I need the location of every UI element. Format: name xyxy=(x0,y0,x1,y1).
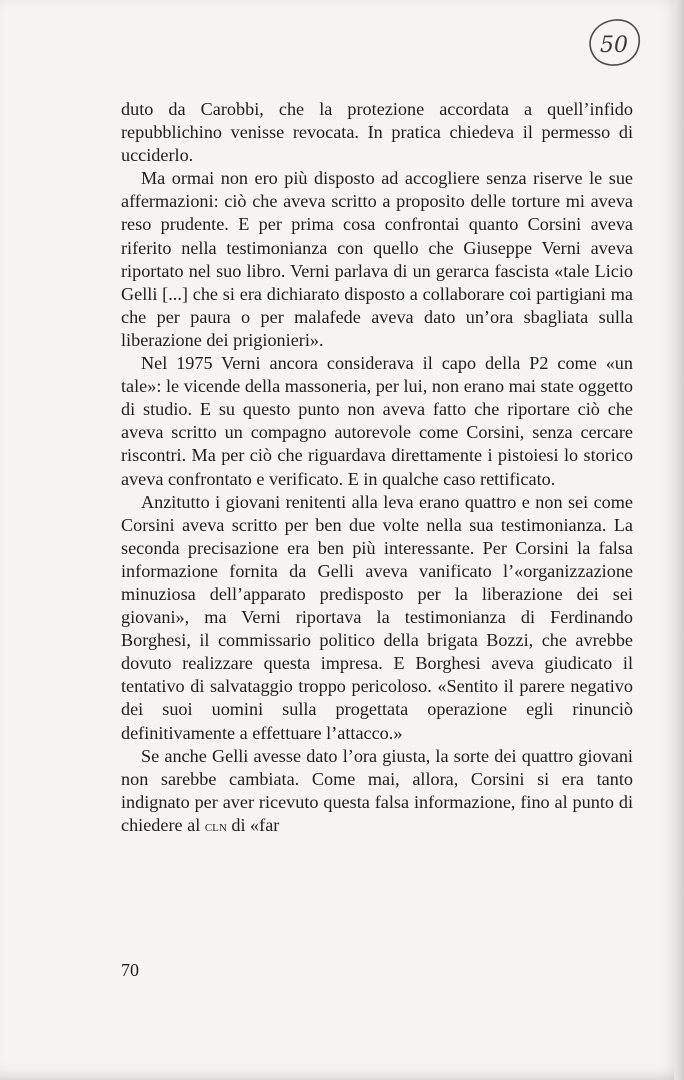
paragraph-2: Ma ormai non ero più disposto ad accogliere senza riserve le sue affermazioni: ciò che aveva scritto a proposito delle torture mi aveva reso prudente. E per prima cosa confrontai quanto Corsini aveva riferito nella testimonianza con quello che Giuseppe Verni aveva riportato nel suo libro. Verni parlava di un gerarca fascista «tale Licio Gelli [...] che si era dichiarato disposto a collaborare coi partigiani ma che per paura o per malafede aveva dato un’ora sbagliata sulla liberazione dei prigionieri». xyxy=(121,168,633,350)
paragraph-5-start: Se anche Gelli avesse dato l’ora giusta, la sorte dei quattro giovani non sarebbe cambiata. Come mai, allora, Corsini si era tanto indignato per aver ricevuto questa falsa informazione, fino al punto di chiedere al xyxy=(121,745,633,835)
body-text xyxy=(121,98,633,838)
paragraph-4: Anzitutto i giovani renitenti alla leva erano quattro e non sei come Corsini aveva scritto per ben due volte nella sua testimonianza. La seconda precisazione era ben più interessante. Per Corsini la falsa informazione fornita da Gelli aveva vanificato l’«organizzazione minuziosa dell’apparato predisposto per la liberazione dei sei giovani», ma Verni riportava la testimonianza di Ferdinando Borghesi, il commissario politico della brigata Bozzi, che avrebbe dovuto realizzare questa impresa. E Borghesi aveva giudicato il tentativo di salvataggio troppo pericoloso. «Sentito il parere negativo dei suoi uomini sulla progettata operazione egli rinunciò definitivamente a effettuare l’attacco.» xyxy=(121,491,633,743)
paragraph-5 xyxy=(121,745,633,838)
paragraph-3: Nel 1975 Verni ancora considerava il capo della P2 come «un tale»: le vicende della massoneria, per lui, non erano mai state oggetto di studio. E su questo punto non aveva fatto che riportare ciò che aveva scritto un compagno autorevole come Corsini, senza cercare riscontri. Ma per ciò che riguardava direttamente i pistoiesi lo storico aveva confrontato e verificato. E in qualche caso rettificato. xyxy=(121,353,633,489)
handwritten-page-stamp xyxy=(583,14,645,72)
paragraph-5-end: di «far xyxy=(231,814,280,835)
stamp-number: 50 xyxy=(600,33,628,58)
paragraph-1: duto da Carobbi, che la protezione accordata a quell’infido repubblichino venisse revocata. In pratica chiedeva il permesso di ucciderlo. xyxy=(121,99,633,166)
cln-abbreviation: cln xyxy=(204,817,227,835)
stamp-circle-icon xyxy=(583,14,645,72)
page-edge-shadow xyxy=(674,0,684,1080)
page-number: 70 xyxy=(121,960,139,980)
